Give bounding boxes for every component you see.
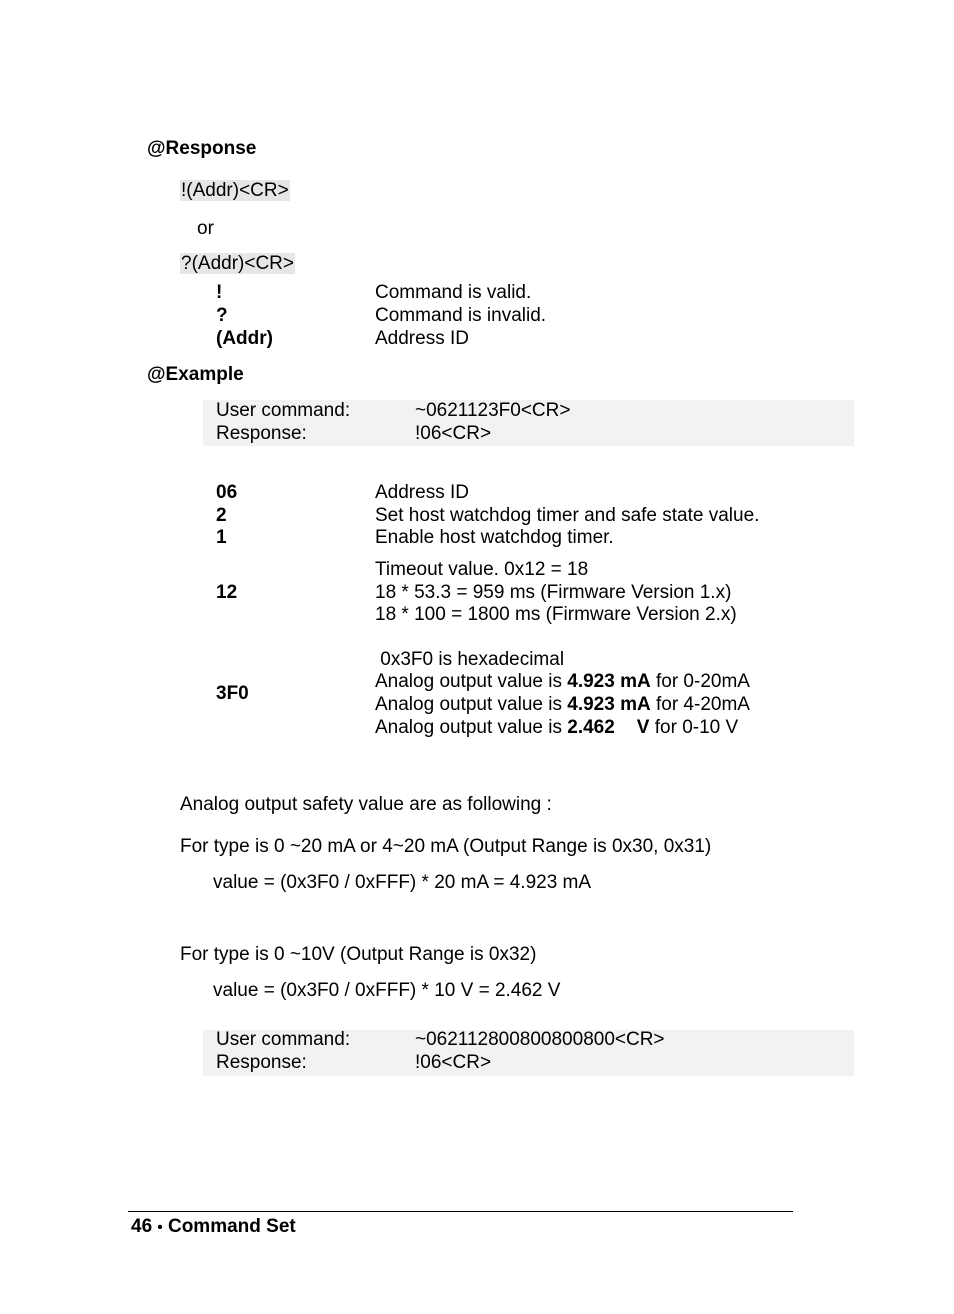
safe-value-term: 3F0 xyxy=(216,683,249,704)
type1-text: For type is 0 ~20 mA or 4~20 mA (Output Range is 0x30, 0x31) xyxy=(180,836,712,857)
response-label: Response: xyxy=(216,423,307,444)
type2-formula: value = (0x3F0 / 0xFFF) * 10 V = 2.462 V xyxy=(213,980,561,1001)
safety-intro: Analog output safety value are as following : xyxy=(180,794,552,815)
safe-value-bold: 2.462 xyxy=(567,717,615,738)
definition-desc: Command is invalid. xyxy=(375,305,547,326)
safe-value-bold: 4.923 mA xyxy=(567,694,651,715)
page-number: 46 xyxy=(131,1216,153,1237)
footer-rule xyxy=(128,1211,793,1212)
field-term: 06 xyxy=(216,482,238,503)
example-heading: @Example xyxy=(147,364,244,385)
user-command-value: ~0621123F0<CR> xyxy=(415,400,571,421)
safe-value-line xyxy=(375,694,750,716)
invalid-response-code xyxy=(180,253,295,275)
response-label: Response: xyxy=(216,1052,307,1073)
response-value: !06<CR> xyxy=(415,423,492,444)
definition-term: ? xyxy=(216,305,228,326)
user-command-label: User command: xyxy=(216,400,351,421)
safe-value-tail: for 0-20mA xyxy=(650,671,750,692)
definition-term: (Addr) xyxy=(216,328,273,349)
definition-desc: Address ID xyxy=(375,328,469,349)
definition-term: ! xyxy=(216,282,223,303)
timeout-term: 12 xyxy=(216,582,238,603)
timeout-line: Timeout value. 0x12 = 18 xyxy=(375,559,589,580)
safe-value-line xyxy=(375,717,738,739)
field-term: 1 xyxy=(216,527,227,548)
type2-text: For type is 0 ~10V (Output Range is 0x32) xyxy=(180,944,537,965)
response-value: !06<CR> xyxy=(415,1052,492,1073)
valid-response-code xyxy=(180,180,290,202)
safe-value-hex-note: 0x3F0 is hexadecimal xyxy=(375,649,565,670)
user-command-label: User command: xyxy=(216,1029,351,1050)
field-desc: Set host watchdog timer and safe state value. xyxy=(375,505,760,526)
timeout-line: 18 * 53.3 = 959 ms (Firmware Version 1.x) xyxy=(375,582,732,603)
valid-response-text: !(Addr)<CR> xyxy=(181,180,289,201)
response-heading: @Response xyxy=(147,138,257,159)
field-desc: Address ID xyxy=(375,482,469,503)
safe-value-tail: for 0-10 V xyxy=(649,717,739,738)
safe-value-bold: 4.923 mA xyxy=(567,671,651,692)
safe-value-prefix: Analog output value is xyxy=(375,671,568,692)
safe-value-tail: for 4-20mA xyxy=(650,694,750,715)
field-desc: Enable host watchdog timer. xyxy=(375,527,614,548)
field-term: 2 xyxy=(216,505,227,526)
safe-value-line xyxy=(375,671,750,693)
or-text: or xyxy=(197,218,214,239)
user-command-value: ~062112800800800800<CR> xyxy=(415,1029,665,1050)
safe-value-prefix: Analog output value is xyxy=(375,694,568,715)
type1-formula: value = (0x3F0 / 0xFFF) * 20 mA = 4.923 mA xyxy=(213,872,592,893)
definition-desc: Command is valid. xyxy=(375,282,532,303)
invalid-response-text: ?(Addr)<CR> xyxy=(181,253,294,274)
bullet-icon: • xyxy=(157,1219,163,1236)
safe-value-prefix: Analog output value is xyxy=(375,717,568,738)
safe-value-bold-unit: V xyxy=(636,717,650,738)
page-footer xyxy=(131,1216,296,1238)
section-title: Command Set xyxy=(167,1216,296,1237)
timeout-line: 18 * 100 = 1800 ms (Firmware Version 2.x) xyxy=(375,604,737,625)
